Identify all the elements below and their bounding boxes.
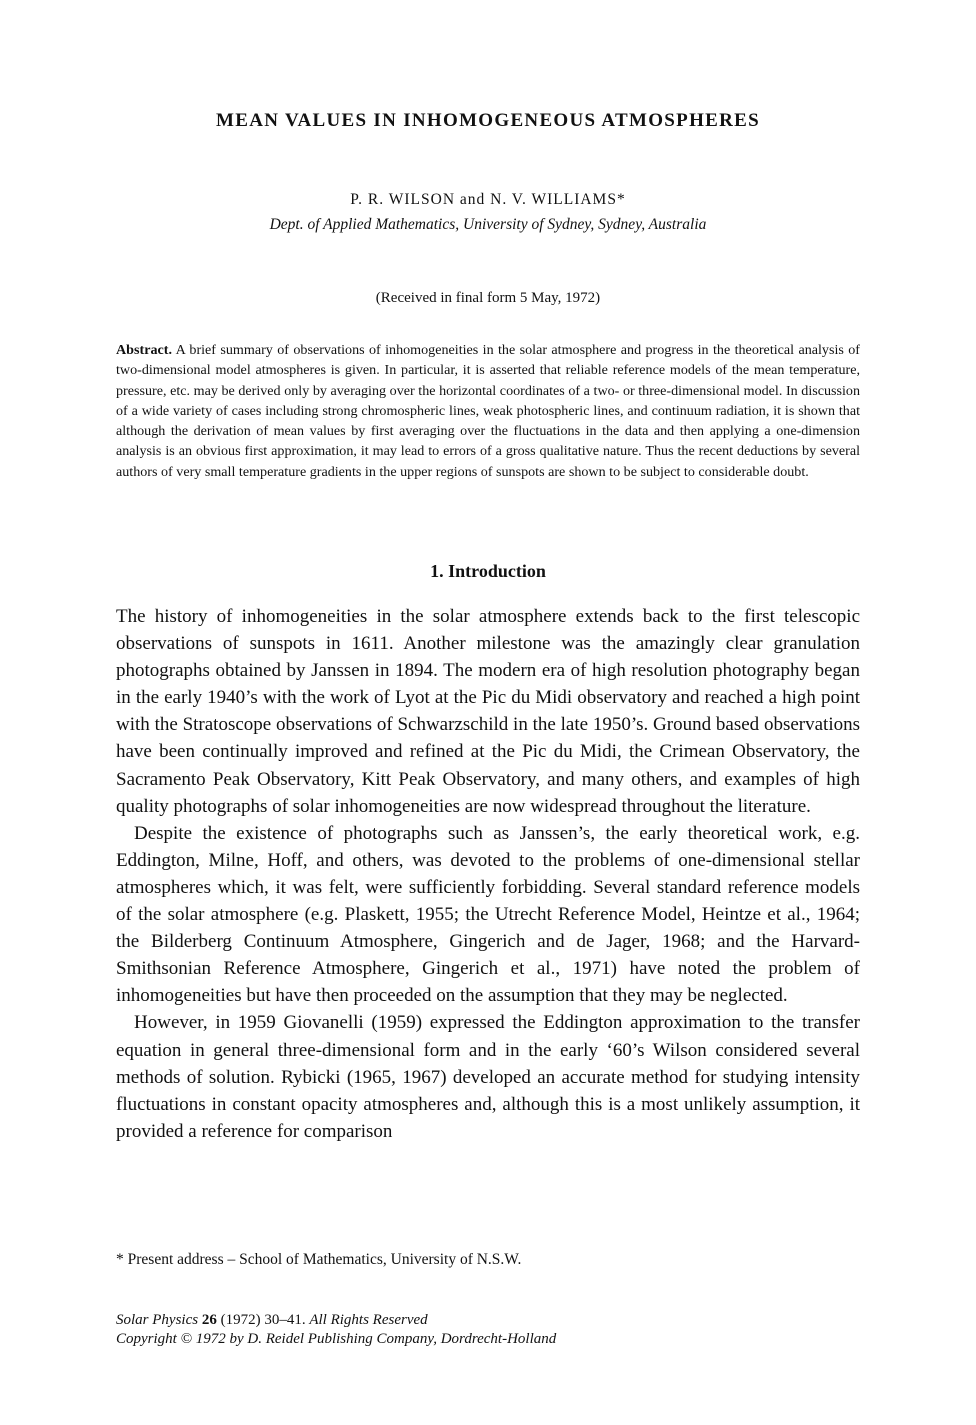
abstract-text: A brief summary of observations of inhomogeneities in the solar atmosphere and progress in the theoretical analysis of two-dimensional model atmospheres is given. In particular, it is asserted that reliable reference models of the mean temperature, pressure, etc. may be derived only by averaging over the horizontal coordinates of a two- or three-dimensional model. In discussion of a wide variety of cases including strong chromospheric lines, weak photospheric lines, and continuum radiation, it is shown that although the derivation of mean values by first averaging over the fluctuations in the data and then applying a one-dimension analysis is an obvious first approximation, it may lead to errors of a gross qualitative nature. Thus the recent deductions by several authors of very small temperature gradients in the upper regions of sunspots are shown to be subject to considerable doubt. bbox=[116, 342, 860, 480]
received-date: (Received in final form 5 May, 1972) bbox=[375, 290, 601, 306]
author-affiliation: Dept. of Applied Mathematics, University of Sydney, Sydney, Australia bbox=[269, 216, 707, 233]
abstract-label: Abstract. bbox=[116, 342, 172, 358]
body-paragraph: However, in 1959 Giovanelli (1959) expressed the Eddington approximation to the transfer equation in general three-dimensional form and in the early ‘60’s Wilson considered several methods of solution. Rybicki (1965, 1967) developed an accurate method for studying intensity fluctuations in constant opacity atmospheres and, although this is a most unlikely assumption, it provided a reference for comparison bbox=[116, 1012, 860, 1142]
section-heading: 1. Introduction bbox=[430, 561, 546, 581]
footnote: * Present address – School of Mathematics, University of N.S.W. bbox=[116, 1251, 522, 1268]
journal-reference bbox=[116, 1311, 556, 1330]
paper-title: MEAN VALUES IN INHOMOGENEOUS ATMOSPHERES bbox=[216, 110, 760, 131]
body-paragraph: Despite the existence of photographs such as Janssen’s, the early theoretical work, e.g. Eddington, Milne, Hoff, and others, was devoted to the problems of one-dimensional stellar atmospheres which, it was felt, were sufficiently forbidding. Several standard reference models of the solar atmosphere (e.g. Plaskett, 1955; the Utrecht Reference Model, Heintze et al., 1964; the Bilderberg Continuum Atmosphere, Gingerich and de Jager, 1968; and the Harvard-Smithsonian Reference Atmosphere, Gingerich et al., 1971) have noted the problem of inhomogeneities but have then proceeded on the assumption that they may be neglected. bbox=[116, 822, 860, 1007]
section-body bbox=[116, 603, 860, 1145]
journal-name: Solar Physics bbox=[116, 1312, 199, 1328]
body-paragraph: The history of inhomogeneities in the solar atmosphere extends back to the first telescopic observations of sunspots in 1611. Another milestone was the amazingly clear granulation photographs obtained by Janssen in 1894. The modern era of high resolution photography began in the early 1940’s with the work of Lyot at the Pic du Midi observatory and reached a high point with the Stratoscope observations of Schwarzschild in the late 1950’s. Ground based observations have been continually improved and refined at the Pic du Midi, the Crimean Observatory, the Sacramento Peak Observatory, Kitt Peak Observatory, and many others, and examples of high quality photographs of solar inhomogeneities are now widespread throughout the literature. bbox=[116, 606, 860, 817]
journal-rights: All Rights Reserved bbox=[309, 1312, 428, 1328]
journal-copyright: Copyright © 1972 by D. Reidel Publishing Company, Dordrecht-Holland bbox=[116, 1331, 557, 1347]
abstract bbox=[116, 340, 860, 482]
journal-volume: 26 bbox=[201, 1312, 217, 1328]
author-list: P. R. WILSON and N. V. WILLIAMS* bbox=[350, 191, 626, 208]
journal-year-pages: (1972) 30–41. bbox=[220, 1312, 306, 1328]
journal-citation bbox=[116, 1311, 556, 1349]
